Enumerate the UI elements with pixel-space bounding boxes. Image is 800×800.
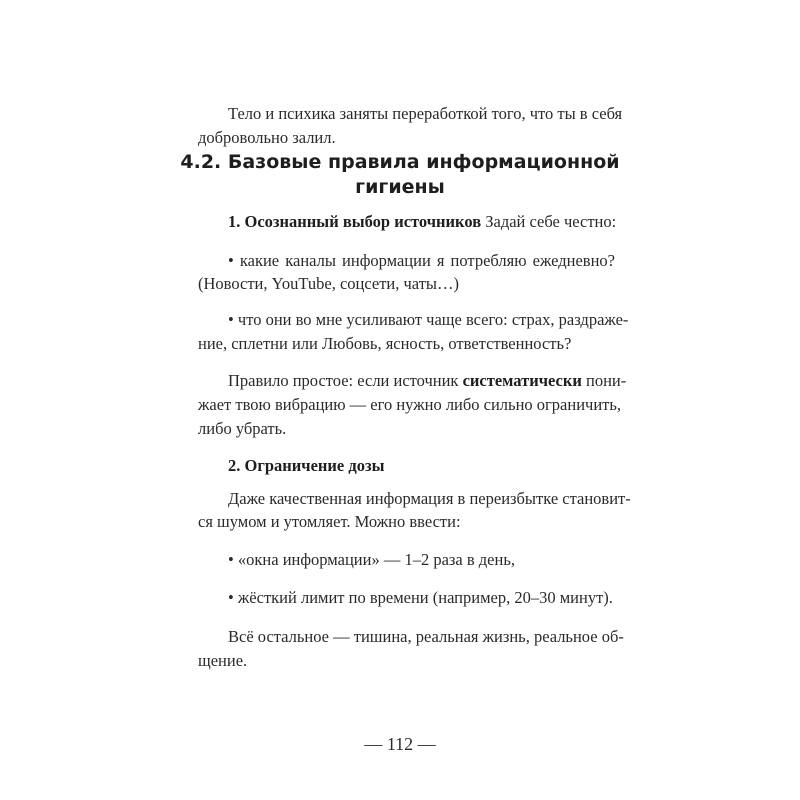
subheading-dose: [228, 456, 615, 476]
text-line: либо убрать.: [198, 419, 287, 438]
text-line: Всё остальное — тишина, реальная жизнь, реальное об-: [228, 627, 624, 646]
bullet-item: • «окна информации» — 1–2 раза в день,: [228, 550, 515, 569]
text-line: жает твою вибрацию — его нужно либо сильно ограничить,: [198, 395, 622, 414]
text-line: ся шумом и утомляет. Можно ввести:: [198, 512, 461, 531]
rule-paragraph: [228, 371, 627, 391]
bullet-item: • какие каналы информации я потребляю ежедневно?: [228, 251, 615, 270]
subheading-rest: Задай себе честно:: [481, 212, 617, 231]
text-line: Даже качественная информация в переизбытке становит-: [228, 489, 631, 508]
text-line: добровольно залил.: [198, 128, 336, 147]
bullet-item: • жёсткий лимит по времени (например, 20–30 минут).: [228, 588, 613, 607]
section-heading: 4.2. Базовые правила информационной: [180, 151, 620, 173]
section-heading: гигиены: [355, 176, 445, 198]
text: Правило простое: если источник: [228, 371, 463, 390]
subheading-title: 2. Ограничение дозы: [228, 456, 385, 475]
text-line: щение.: [198, 651, 248, 670]
text-line: (Новости, YouTube, соцсети, чаты…): [198, 274, 459, 293]
text-line: Тело и психика заняты переработкой того, что ты в себя: [228, 104, 623, 123]
page-number: — 112 —: [364, 734, 436, 754]
text: пони-: [581, 371, 627, 390]
bold-text: систематически: [462, 371, 582, 390]
subheading-sources: [228, 212, 615, 232]
subheading-title: 1. Осознанный выбор источников: [228, 212, 482, 231]
bullet-item: • что они во мне усиливают чаще всего: страх, раздраже-: [228, 310, 629, 329]
text-line: ние, сплетни или Любовь, ясность, ответственность?: [198, 334, 572, 353]
